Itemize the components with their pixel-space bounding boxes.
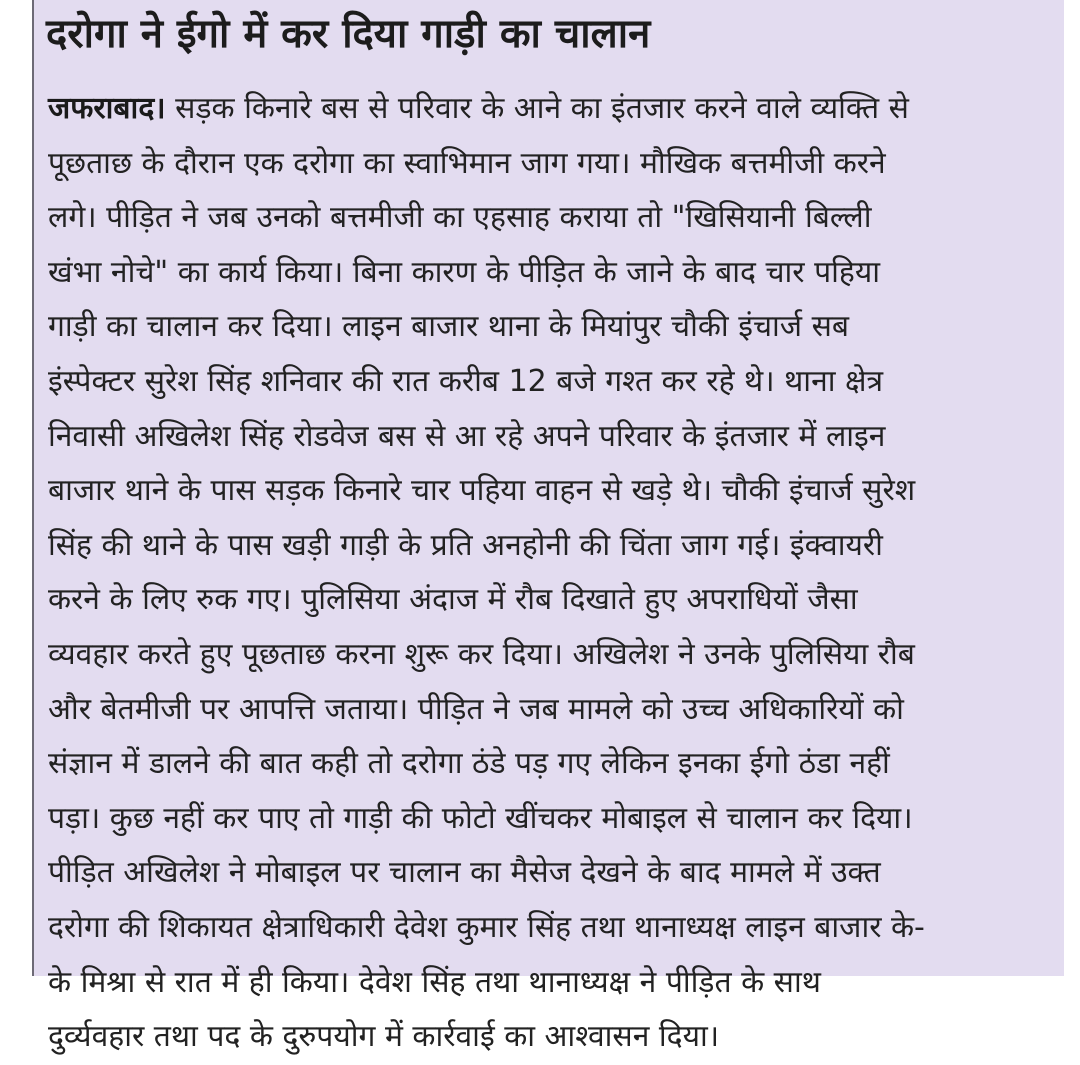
dateline: जफराबाद। <box>48 91 166 126</box>
article-line: और बेतमीजी पर आपत्ति जताया। पीड़ित ने जब मामले को उच्च अधिकारियों को <box>48 691 904 727</box>
article-line: खंभा नोचे" का कार्य किया। बिना कारण के पीड़ित के जाने के बाद चार पहिया <box>48 254 880 290</box>
article-line: करने के लिए रुक गए। पुलिसिया अंदाज में रौब दिखाते हुए अपराधियों जैसा <box>48 582 858 618</box>
article-line: व्यवहार करते हुए पूछताछ करना शुरू कर दिया। अखिलेश ने उनके पुलिसिया रौब <box>48 636 915 672</box>
article-line: निवासी अखिलेश सिंह रोडवेज बस से आ रहे अपने परिवार के इंतजार में लाइन <box>48 418 886 454</box>
article-line: संज्ञान में डालने की बात कही तो दरोगा ठंडे पड़ गए लेकिन इनका ईगो ठंडा नहीं <box>48 746 890 782</box>
article-line: इंस्पेक्टर सुरेश सिंह शनिवार की रात करीब 12 बजे गश्त कर रहे थे। थाना क्षेत्र <box>48 363 884 399</box>
next-headline-cropped <box>40 954 740 976</box>
article-line: सिंह की थाने के पास खड़ी गाड़ी के प्रति अनहोनी की चिंता जाग गई। इंक्वायरी <box>48 527 883 563</box>
headline: दरोगा ने ईगो में कर दिया गाड़ी का चालान <box>46 11 651 57</box>
article-body <box>48 82 1048 1065</box>
article-line: दरोगा की शिकायत क्षेत्राधिकारी देवेश कुमार सिंह तथा थानाध्यक्ष लाइन बाजार के- <box>48 909 925 945</box>
article-line: पीड़ित अखिलेश ने मोबाइल पर चालान का मैसेज देखने के बाद मामले में उक्त <box>48 855 881 891</box>
article-line: दुर्व्यवहार तथा पद के दुरुपयोग में कार्रवाई का आश्वासन दिया। <box>48 1019 720 1055</box>
article-line: पड़ा। कुछ नहीं कर पाए तो गाड़ी की फोटो खींचकर मोबाइल से चालान कर दिया। <box>48 800 913 836</box>
article-line: लगे। पीड़ित ने जब उनको बत्तमीजी का एहसाह कराया तो "खिसियानी बिल्ली <box>48 200 872 236</box>
article-line-text: सड़क किनारे बस से परिवार के आने का इंतजार करने वाले व्यक्ति से <box>165 91 909 126</box>
article-line: के मिश्रा से रात में ही किया। देवेश सिंह तथा थानाध्यक्ष ने पीड़ित के साथ <box>48 964 821 1000</box>
article-line: पूछताछ के दौरान एक दरोगा का स्वाभिमान जाग गया। मौखिक बत्तमीजी करने <box>48 145 886 181</box>
article-line: गाड़ी का चालान कर दिया। लाइन बाजार थाना के मियांपुर चौकी इंचार्ज सब <box>48 309 849 345</box>
article-line <box>48 82 1048 137</box>
article-line: बाजार थाने के पास सड़क किनारे चार पहिया वाहन से खड़े थे। चौकी इंचार्ज सुरेश <box>48 473 916 509</box>
